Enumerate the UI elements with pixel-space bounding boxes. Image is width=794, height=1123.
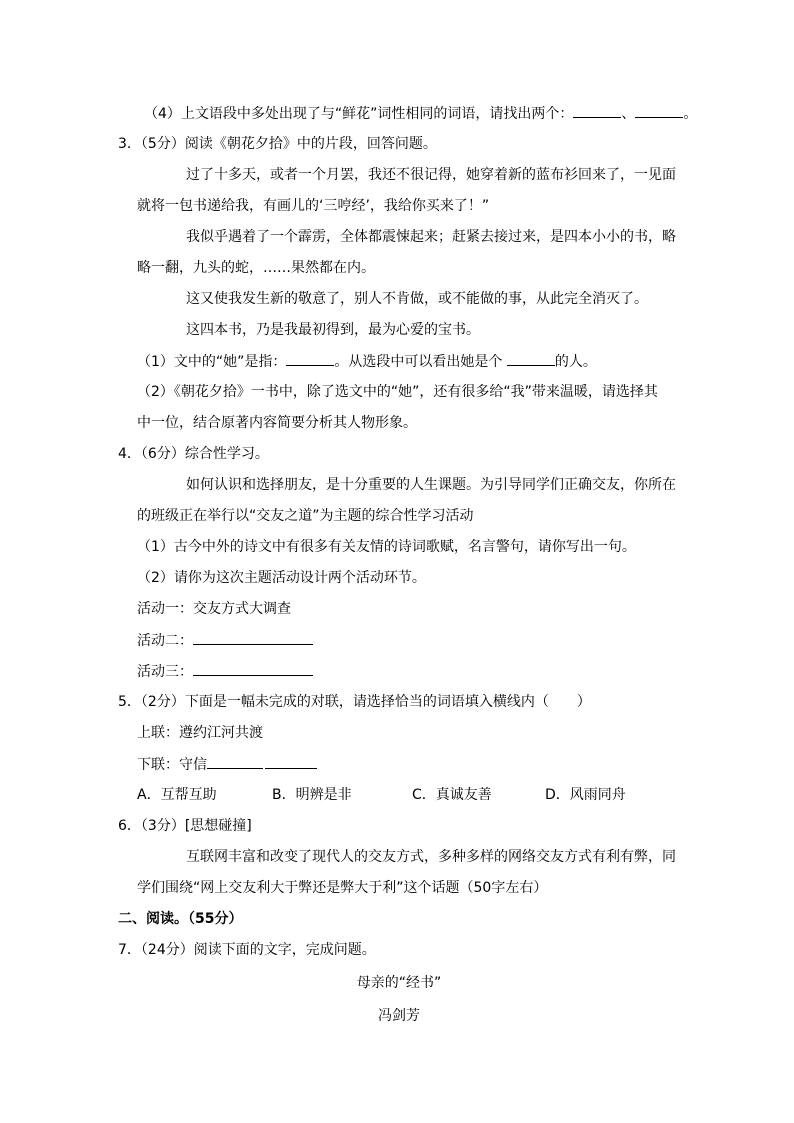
passage-line: 的班级正在举行以“交友之道”为主题的综合性学习活动 (137, 508, 474, 524)
q3-sub1: （1）文中的“她”是指： 。从选段中可以看出她是个 的人。 (137, 351, 597, 372)
answer-blank[interactable] (573, 103, 621, 118)
option-b[interactable]: B．明辨是非 (272, 787, 352, 803)
passage-line: 这又使我发生新的敬意了，别人不肯做，或不能做的事，从此完全消灭了。 (186, 291, 648, 307)
answer-blank[interactable] (507, 351, 555, 366)
answer-blank[interactable] (207, 754, 263, 769)
passage-line: 就将一包书递给我，有画儿的‘三哼经’，我给你买来了！” (137, 198, 490, 214)
activity-1: 活动一：交友方式大调查 (137, 601, 291, 617)
article-author: 冯剑芳 (378, 1008, 420, 1024)
passage-line: 我似乎遇着了一个霹雳，全体都震悚起来；赶紧去接过来，是四本小小的书，略 (186, 229, 676, 245)
question-4-header: 4．（6分）综合性学习。 (118, 446, 269, 462)
answer-blank[interactable] (193, 661, 313, 676)
activity-2: 活动二： (137, 630, 313, 651)
passage-line: 互联网丰富和改变了现代人的交友方式，多种多样的网络交友方式有利有弊，同 (186, 849, 676, 865)
question-5-header: 5．（2分）下面是一幅未完成的对联，请选择恰当的词语填入横线内（ ） (118, 694, 591, 710)
option-d[interactable]: D．风雨同舟 (545, 787, 626, 803)
passage-line: 过了十多天，或者一个月罢，我还不很记得，她穿着新的蓝布衫回来了，一见面 (186, 167, 676, 183)
passage-line: 如何认识和选择朋友，是十分重要的人生课题。为引导同学们正确交友，你所在 (186, 477, 676, 493)
question-7-header: 7．（24分）阅读下面的文字，完成问题。 (118, 942, 376, 958)
answer-blank[interactable] (286, 351, 334, 366)
couplet-lower: 下联：守信 (137, 754, 317, 775)
q4-sub2: （2）请你为这次主题活动设计两个活动环节。 (137, 570, 426, 586)
answer-blank[interactable] (193, 630, 313, 645)
section-heading: 二、阅读。（55分） (118, 911, 243, 927)
option-a[interactable]: A．互帮互助 (137, 787, 217, 803)
passage-line: 这四本书，乃是我最初得到，最为心爱的宝书。 (186, 322, 480, 338)
article-title: 母亲的“经书” (356, 975, 442, 991)
answer-blank[interactable] (635, 103, 683, 118)
q3-sub2-line: （2）《朝花夕拾》一书中，除了选文中的“她”，还有很多给“我”带来温暖，请选择其 (137, 384, 658, 400)
option-c[interactable]: C．真诚友善 (412, 787, 492, 803)
q3-sub2-line: 中一位，结合原著内容简要分析其人物形象。 (137, 415, 417, 431)
passage-line: 略一翻，九头的蛇，……果然都在内。 (137, 260, 375, 276)
passage-line: 学们围绕“网上交友利大于弊还是弊大于利”这个话题（50字左右） (137, 880, 548, 896)
couplet-upper: 上联：遵约江河共渡 (137, 725, 263, 741)
answer-blank[interactable] (265, 754, 317, 769)
q4-sub1: （1）古今中外的诗文中有很多有关友情的诗词歌赋，名言警句，请你写出一句。 (137, 539, 636, 555)
q2-sub4: （4）上文语段中多处出现了与“鲜花”词性相同的词语，请找出两个： 、 。 (144, 103, 697, 124)
question-6-header: 6．（3分）[思想碰撞] (118, 818, 252, 834)
question-3-header: 3．（5分）阅读《朝花夕拾》中的片段，回答问题。 (118, 136, 437, 152)
activity-3: 活动三： (137, 661, 313, 682)
